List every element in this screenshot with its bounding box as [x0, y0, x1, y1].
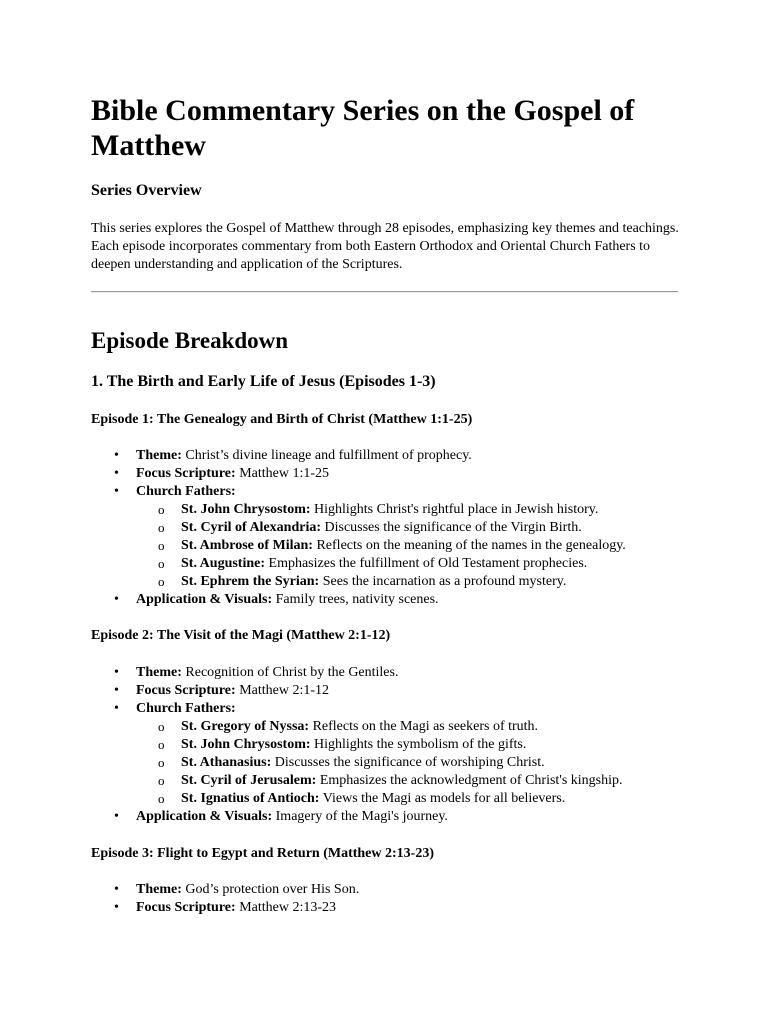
- father-name: St. Cyril of Jerusalem:: [181, 773, 317, 788]
- episode-1-heading: Episode 1: The Genealogy and Birth of Christ (Matthew 1:1-25): [91, 412, 473, 427]
- episode-2-heading: Episode 2: The Visit of the Magi (Matthew 2:1-12): [91, 628, 391, 643]
- father-text: Discusses the significance of the Virgin Birth.: [324, 520, 582, 535]
- father-name: St. Augustine:: [181, 556, 266, 571]
- episode-breakdown-heading: Episode Breakdown: [91, 328, 289, 353]
- list-item: [91, 899, 359, 917]
- series-overview-heading: Series Overview: [91, 182, 202, 199]
- father-text: Sees the incarnation as a profound mystery.: [322, 574, 567, 589]
- church-fathers-label: Church Fathers:: [136, 701, 236, 716]
- episode-2-list: [91, 664, 623, 826]
- episode-1-list: [91, 447, 626, 609]
- father-text: Highlights the symbolism of the gifts.: [314, 737, 527, 752]
- focus-scripture-label: Focus Scripture:: [136, 466, 236, 481]
- theme-label: Theme:: [136, 882, 182, 897]
- father-name: St. Cyril of Alexandria:: [181, 520, 321, 535]
- list-item: [91, 664, 623, 682]
- father-name: St. Ignatius of Antioch:: [181, 791, 320, 806]
- horizontal-rule: [91, 291, 678, 293]
- father-text: Emphasizes the fulfillment of Old Testament prophecies.: [268, 556, 588, 571]
- sub-list-item: [136, 555, 626, 573]
- list-item: [91, 447, 626, 465]
- sub-list-item: [136, 754, 623, 772]
- episode-3-list: [91, 881, 359, 917]
- father-text: Views the Magi as models for all believers.: [322, 791, 566, 806]
- father-text: Reflects on the meaning of the names in the genealogy.: [316, 538, 626, 553]
- application-label: Application & Visuals:: [136, 592, 273, 607]
- focus-scripture-text: Matthew 1:1-25: [239, 466, 330, 481]
- application-text: Imagery of the Magi's journey.: [275, 809, 448, 824]
- theme-label: Theme:: [136, 665, 182, 680]
- father-name: St. John Chrysostom:: [181, 502, 311, 517]
- document-title: Bible Commentary Series on the Gospel of Matthew: [91, 94, 635, 162]
- father-name: St. Ambrose of Milan:: [181, 538, 313, 553]
- father-name: St. John Chrysostom:: [181, 737, 311, 752]
- sub-list-item: [136, 501, 626, 519]
- father-name: St. Ephrem the Syrian:: [181, 574, 320, 589]
- sub-list-item: [136, 718, 623, 736]
- list-item: [91, 591, 626, 609]
- sub-list-item: [136, 736, 623, 754]
- father-name: St. Gregory of Nyssa:: [181, 719, 310, 734]
- sub-list-item: [136, 772, 623, 790]
- father-text: Highlights Christ's rightful place in Jewish history.: [314, 502, 599, 517]
- theme-text: Recognition of Christ by the Gentiles.: [185, 665, 399, 680]
- focus-scripture-label: Focus Scripture:: [136, 683, 236, 698]
- series-overview-text: This series explores the Gospel of Matthew through 28 episodes, emphasizing key themes and teachings. Each episode incorporates commentary from both Eastern Orthodox and Oriental Church Fathers to deepen understanding and application of the Scriptures.: [91, 221, 679, 272]
- sub-list-item: [136, 537, 626, 555]
- list-item: [91, 682, 623, 700]
- focus-scripture-text: Matthew 2:1-12: [239, 683, 330, 698]
- father-text: Emphasizes the acknowledgment of Christ's kingship.: [319, 773, 623, 788]
- focus-scripture-label: Focus Scripture:: [136, 900, 236, 915]
- theme-text: God’s protection over His Son.: [185, 882, 360, 897]
- list-item: [91, 808, 623, 826]
- episode-3-heading: Episode 3: Flight to Egypt and Return (Matthew 2:13-23): [91, 846, 434, 861]
- application-text: Family trees, nativity scenes.: [275, 592, 439, 607]
- father-name: St. Athanasius:: [181, 755, 272, 770]
- application-label: Application & Visuals:: [136, 809, 273, 824]
- theme-label: Theme:: [136, 448, 182, 463]
- church-fathers-list: [136, 501, 626, 591]
- church-fathers-label: Church Fathers:: [136, 484, 236, 499]
- list-item: [91, 700, 623, 808]
- father-text: Reflects on the Magi as seekers of truth.: [312, 719, 539, 734]
- sub-list-item: [136, 519, 626, 537]
- theme-text: Christ’s divine lineage and fulfillment of prophecy.: [185, 448, 472, 463]
- part-heading: 1. The Birth and Early Life of Jesus (Episodes 1-3): [91, 373, 436, 390]
- sub-list-item: [136, 790, 623, 808]
- list-item: [91, 465, 626, 483]
- focus-scripture-text: Matthew 2:13-23: [239, 900, 337, 915]
- sub-list-item: [136, 573, 626, 591]
- list-item: [91, 881, 359, 899]
- church-fathers-list: [136, 718, 623, 808]
- father-text: Discusses the significance of worshiping Christ.: [274, 755, 545, 770]
- list-item: [91, 483, 626, 591]
